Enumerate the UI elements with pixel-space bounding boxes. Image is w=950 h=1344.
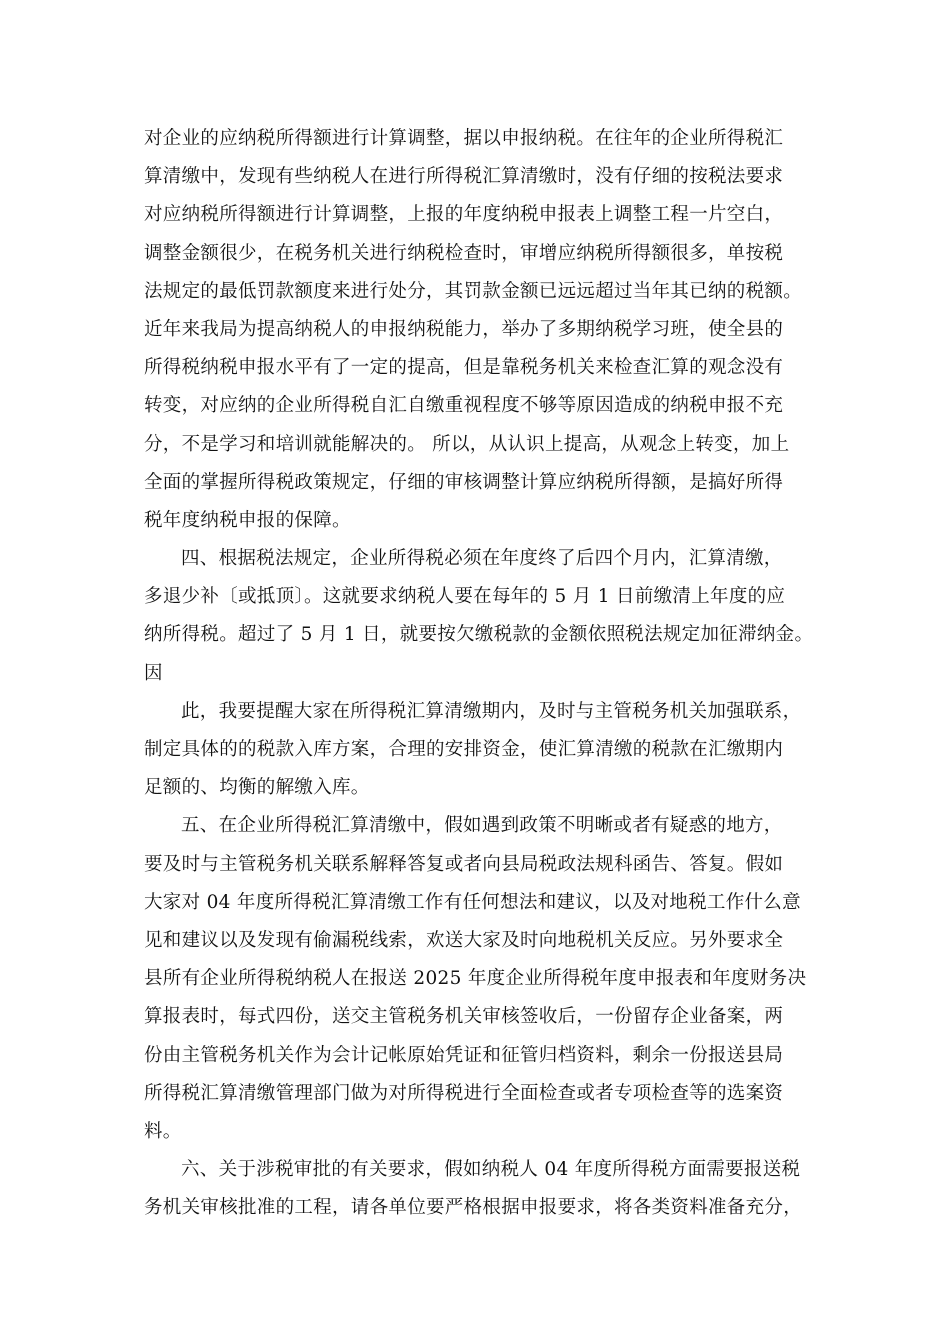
text-line: 要及时与主管税务机关联系解释答复或者向县局税政法规科函告、答复。假如 (144, 853, 784, 875)
text-line: 纳所得税。超过了 5 月 1 日，就要按欠缴税款的金额依照税法规定加征滞纳金。 (144, 624, 814, 646)
text-line: 六、关于涉税审批的有关要求，假如纳税人 04 年度所得税方面需要报送税 (181, 1159, 801, 1181)
text-line: 份由主管税务机关作为会计记帐原始凭证和征管归档资料，剩余一份报送县局 (144, 1044, 784, 1066)
text-line: 近年来我局为提高纳税人的申报纳税能力，举办了多期纳税学习班，使全县的 (144, 318, 784, 340)
text-line: 此，我要提醒大家在所得税汇算清缴期内，及时与主管税务机关加强联系， (181, 700, 802, 722)
text-line: 全面的掌握所得税政策规定，仔细的审核调整计算应纳税所得额，是搞好所得 (144, 471, 784, 493)
text-line: 算清缴中，发现有些纳税人在进行所得税汇算清缴时，没有仔细的按税法要求 (144, 166, 784, 188)
text-line: 大家对 04 年度所得税汇算清缴工作有任何想法和建议，以及对地税工作什么意 (144, 891, 801, 913)
text-line: 四、根据税法规定，企业所得税必须在年度终了后四个月内，汇算清缴， (181, 548, 783, 570)
text-line: 税年度纳税申报的保障。 (144, 509, 351, 531)
text-line: 分，不是学习和培训就能解决的。 所以，从认识上提高，从观念上转变，加上 (144, 433, 790, 455)
text-line: 所得税纳税申报水平有了一定的提高，但是靠税务机关来检查汇算的观念没有 (144, 357, 784, 379)
text-line: 制定具体的的税款入库方案，合理的安排资金，使汇算清缴的税款在汇缴期内 (144, 739, 784, 760)
text-line: 五、在企业所得税汇算清缴中，假如遇到政策不明晰或者有疑惑的地方， (181, 815, 783, 837)
text-line: 算报表时，每式四份，送交主管税务机关审核签收后，一份留存企业备案，两 (144, 1006, 784, 1028)
text-line: 对企业的应纳税所得额进行计算调整，据以申报纳税。在往年的企业所得税汇 (144, 128, 784, 149)
document-body (144, 120, 814, 1227)
text-line: 多退少补〔或抵顶〕。这就要求纳税人要在每年的 5 月 1 日前缴清上年度的应 (144, 586, 786, 608)
text-line: 料。 (144, 1120, 182, 1142)
text-line: 转变，对应纳的企业所得税自汇自缴重视程度不够等原因造成的纳税申报不充 (144, 395, 784, 417)
text-line: 因 (144, 662, 163, 684)
text-line: 足额的、均衡的解缴入库。 (144, 777, 370, 799)
text-line: 见和建议以及发现有偷漏税线索，欢送大家及时向地税机关反应。另外要求全 (144, 929, 784, 951)
text-line: 务机关审核批准的工程，请各单位要严格根据申报要求，将各类资料准备充分， (144, 1197, 803, 1219)
text-line: 法规定的最低罚款额度来进行处分，其罚款金额已远远超过当年其已纳的税额。 (144, 280, 803, 302)
text-line: 所得税汇算清缴管理部门做为对所得税进行全面检查或者专项检查等的选案资 (144, 1082, 784, 1104)
text-line: 对应纳税所得额进行计算调整，上报的年度纳税申报表上调整工程一片空白， (144, 204, 784, 226)
text-line: 调整金额很少，在税务机关进行纳税检查时，审增应纳税所得额很多，单按税 (144, 242, 784, 264)
text-line: 县所有企业所得税纳税人在报送 2025 年度企业所得税年度申报表和年度财务决 (144, 968, 807, 990)
